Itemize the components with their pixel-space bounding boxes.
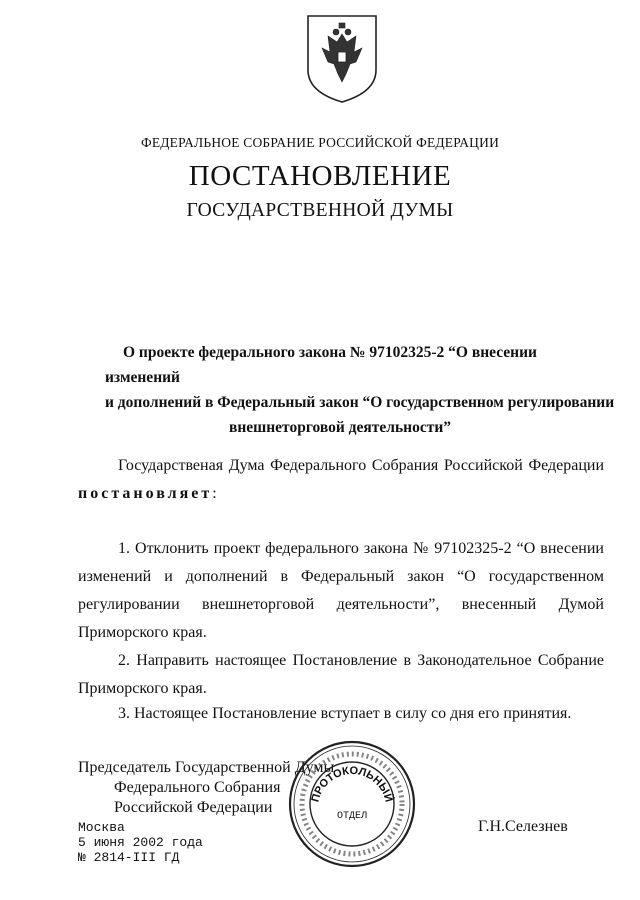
intro-text: Государственая Дума Федерального Собрания Российской Федерации	[118, 457, 604, 474]
svg-text:ПРОТОКОЛЬНЫЙ	[310, 765, 396, 804]
organization-heading: ФЕДЕРАЛЬНОЕ СОБРАНИЕ РОССИЙСКОЙ ФЕДЕРАЦИИ	[140, 135, 500, 150]
subject-line-2: и дополнений в Федеральный закон “О государственном регулировании	[105, 394, 615, 411]
signer-name: Г.Н.Селезнев	[478, 818, 568, 835]
signer-line-3: Российской Федерации	[114, 799, 273, 816]
document-subtitle: ГОСУДАРСТВЕННОЙ ДУМЫ	[186, 200, 454, 221]
coat-of-arms-icon	[304, 12, 380, 104]
stamp-center-text: ОТДЕЛ	[336, 811, 368, 822]
meta-number: № 2814-III ГД	[78, 850, 180, 865]
document-title: ПОСТАНОВЛЕНИЕ	[188, 160, 452, 192]
item-2: 2. Направить настоящее Постановление в Законодательное Собрание Приморского края.	[78, 652, 604, 697]
resolves-word: постановляет	[78, 485, 213, 502]
item-3: 3. Настоящее Постановление вступает в силу со дня его принятия.	[118, 705, 572, 722]
document-meta	[78, 820, 203, 865]
meta-city: Москва	[78, 820, 125, 835]
stamp-inner-text: ПРОТОКОЛЬНЫЙ	[309, 764, 395, 804]
intro-colon: :	[212, 485, 217, 502]
signer-line-2: Федерального Собрания	[114, 779, 281, 796]
subject-block	[105, 340, 615, 440]
subject-line-3: внешнеторговой деятельности”	[228, 419, 452, 436]
round-stamp	[286, 738, 418, 870]
subject-line-1: О проекте федерального закона № 97102325-2 “О внесении изменений	[105, 344, 537, 386]
intro-paragraph	[78, 452, 604, 508]
meta-date: 5 июня 2002 года	[78, 835, 203, 850]
item-1: 1. Отклонить проект федерального закона № 97102325-2 “О внесении изменений и дополнений в Федеральный закон “О государственном регулировании внешнеторговой деятельности”, внесенный Думой Приморского края.	[78, 540, 604, 641]
signer-line-1: Председатель Государственной Думы	[78, 759, 335, 776]
